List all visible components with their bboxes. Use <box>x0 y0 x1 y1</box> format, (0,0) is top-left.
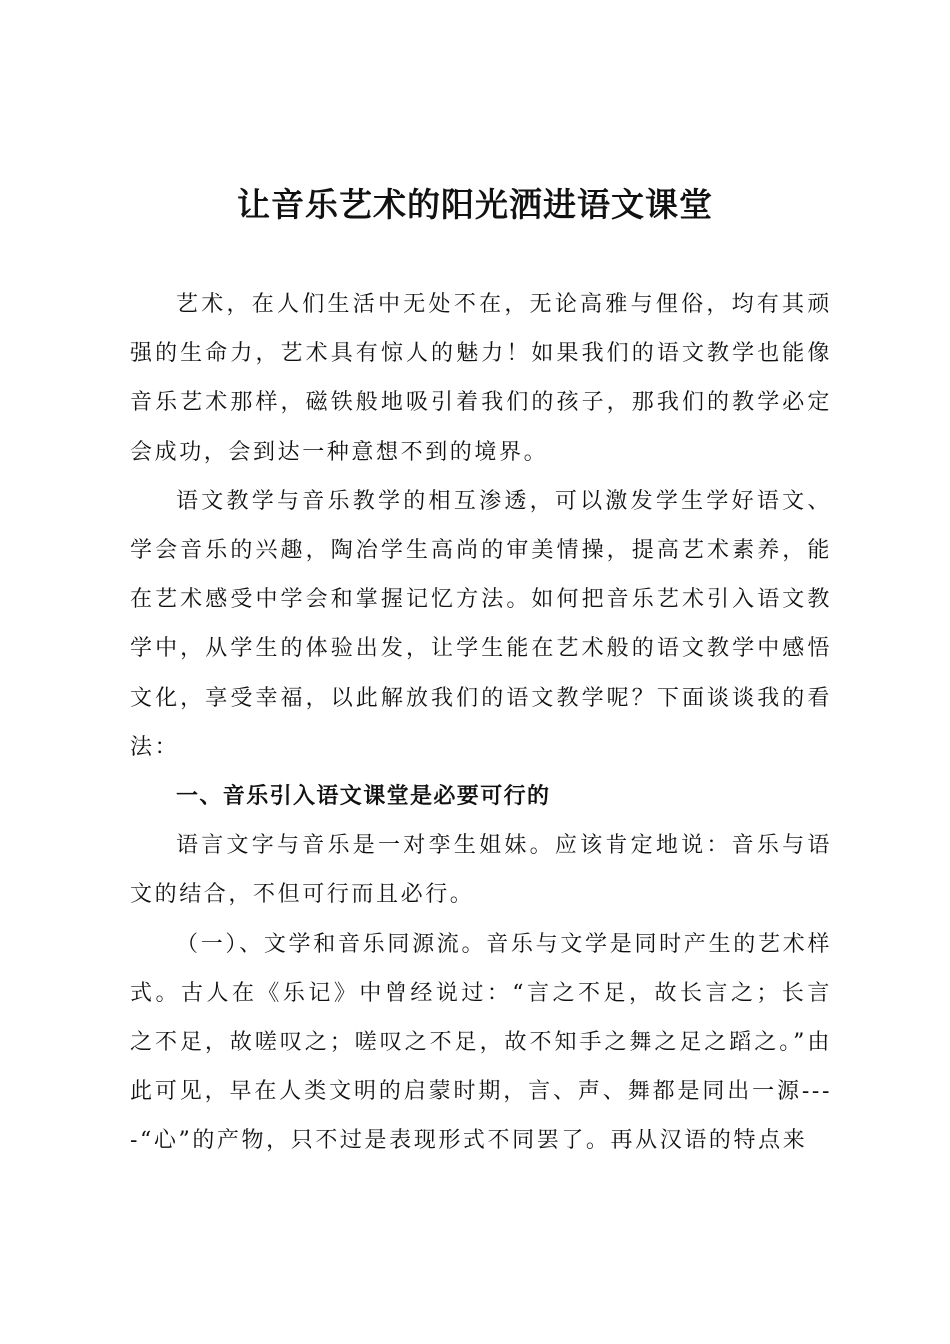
document-title: 让音乐艺术的阳光洒进语文课堂 <box>237 185 713 224</box>
subsection-text: 音乐与文学是同时产生的艺术样式。古人在《乐记》中曾经说过：“言之不足，故长言之；长言之不足，故嗟叹之；嗟叹之不足，故不知手之舞之足之蹈之。”由此可见，早在人类文明的启蒙时期，言、声、舞都是同出一源----“心”的产物，只不过是表现形式不同罢了。再从汉语的特点来 <box>130 931 832 1154</box>
paragraph-intro: 艺术，在人们生活中无处不在，无论高雅与俚俗，均有其顽强的生命力，艺术具有惊人的魅力！如果我们的语文教学也能像音乐艺术那样，磁铁般地吸引着我们的孩子，那我们的教学必定会成功，会到达一种意想不到的境界。 <box>130 292 832 465</box>
subsection-paragraph <box>130 920 832 1166</box>
paragraph-purpose: 语文教学与音乐教学的相互渗透，可以激发学生学好语文、学会音乐的兴趣，陶冶学生高尚的审美情操，提高艺术素养，能在艺术感受中学会和掌握记忆方法。如何把音乐艺术引入语文教学中，从学生的体验出发，让学生能在艺术般的语文教学中感悟文化，享受幸福，以此解放我们的语文教学呢？下面谈谈我的看法： <box>130 488 832 760</box>
subsection-lead: （一）、文学和音乐同源流。 <box>176 931 487 957</box>
document-body <box>130 280 832 1166</box>
section-paragraph: 语言文字与音乐是一对孪生姐妹。应该肯定地说：音乐与语文的结合，不但可行而且必行。 <box>130 833 832 908</box>
section-heading: 一、音乐引入语文课堂是必要可行的 <box>176 784 551 810</box>
